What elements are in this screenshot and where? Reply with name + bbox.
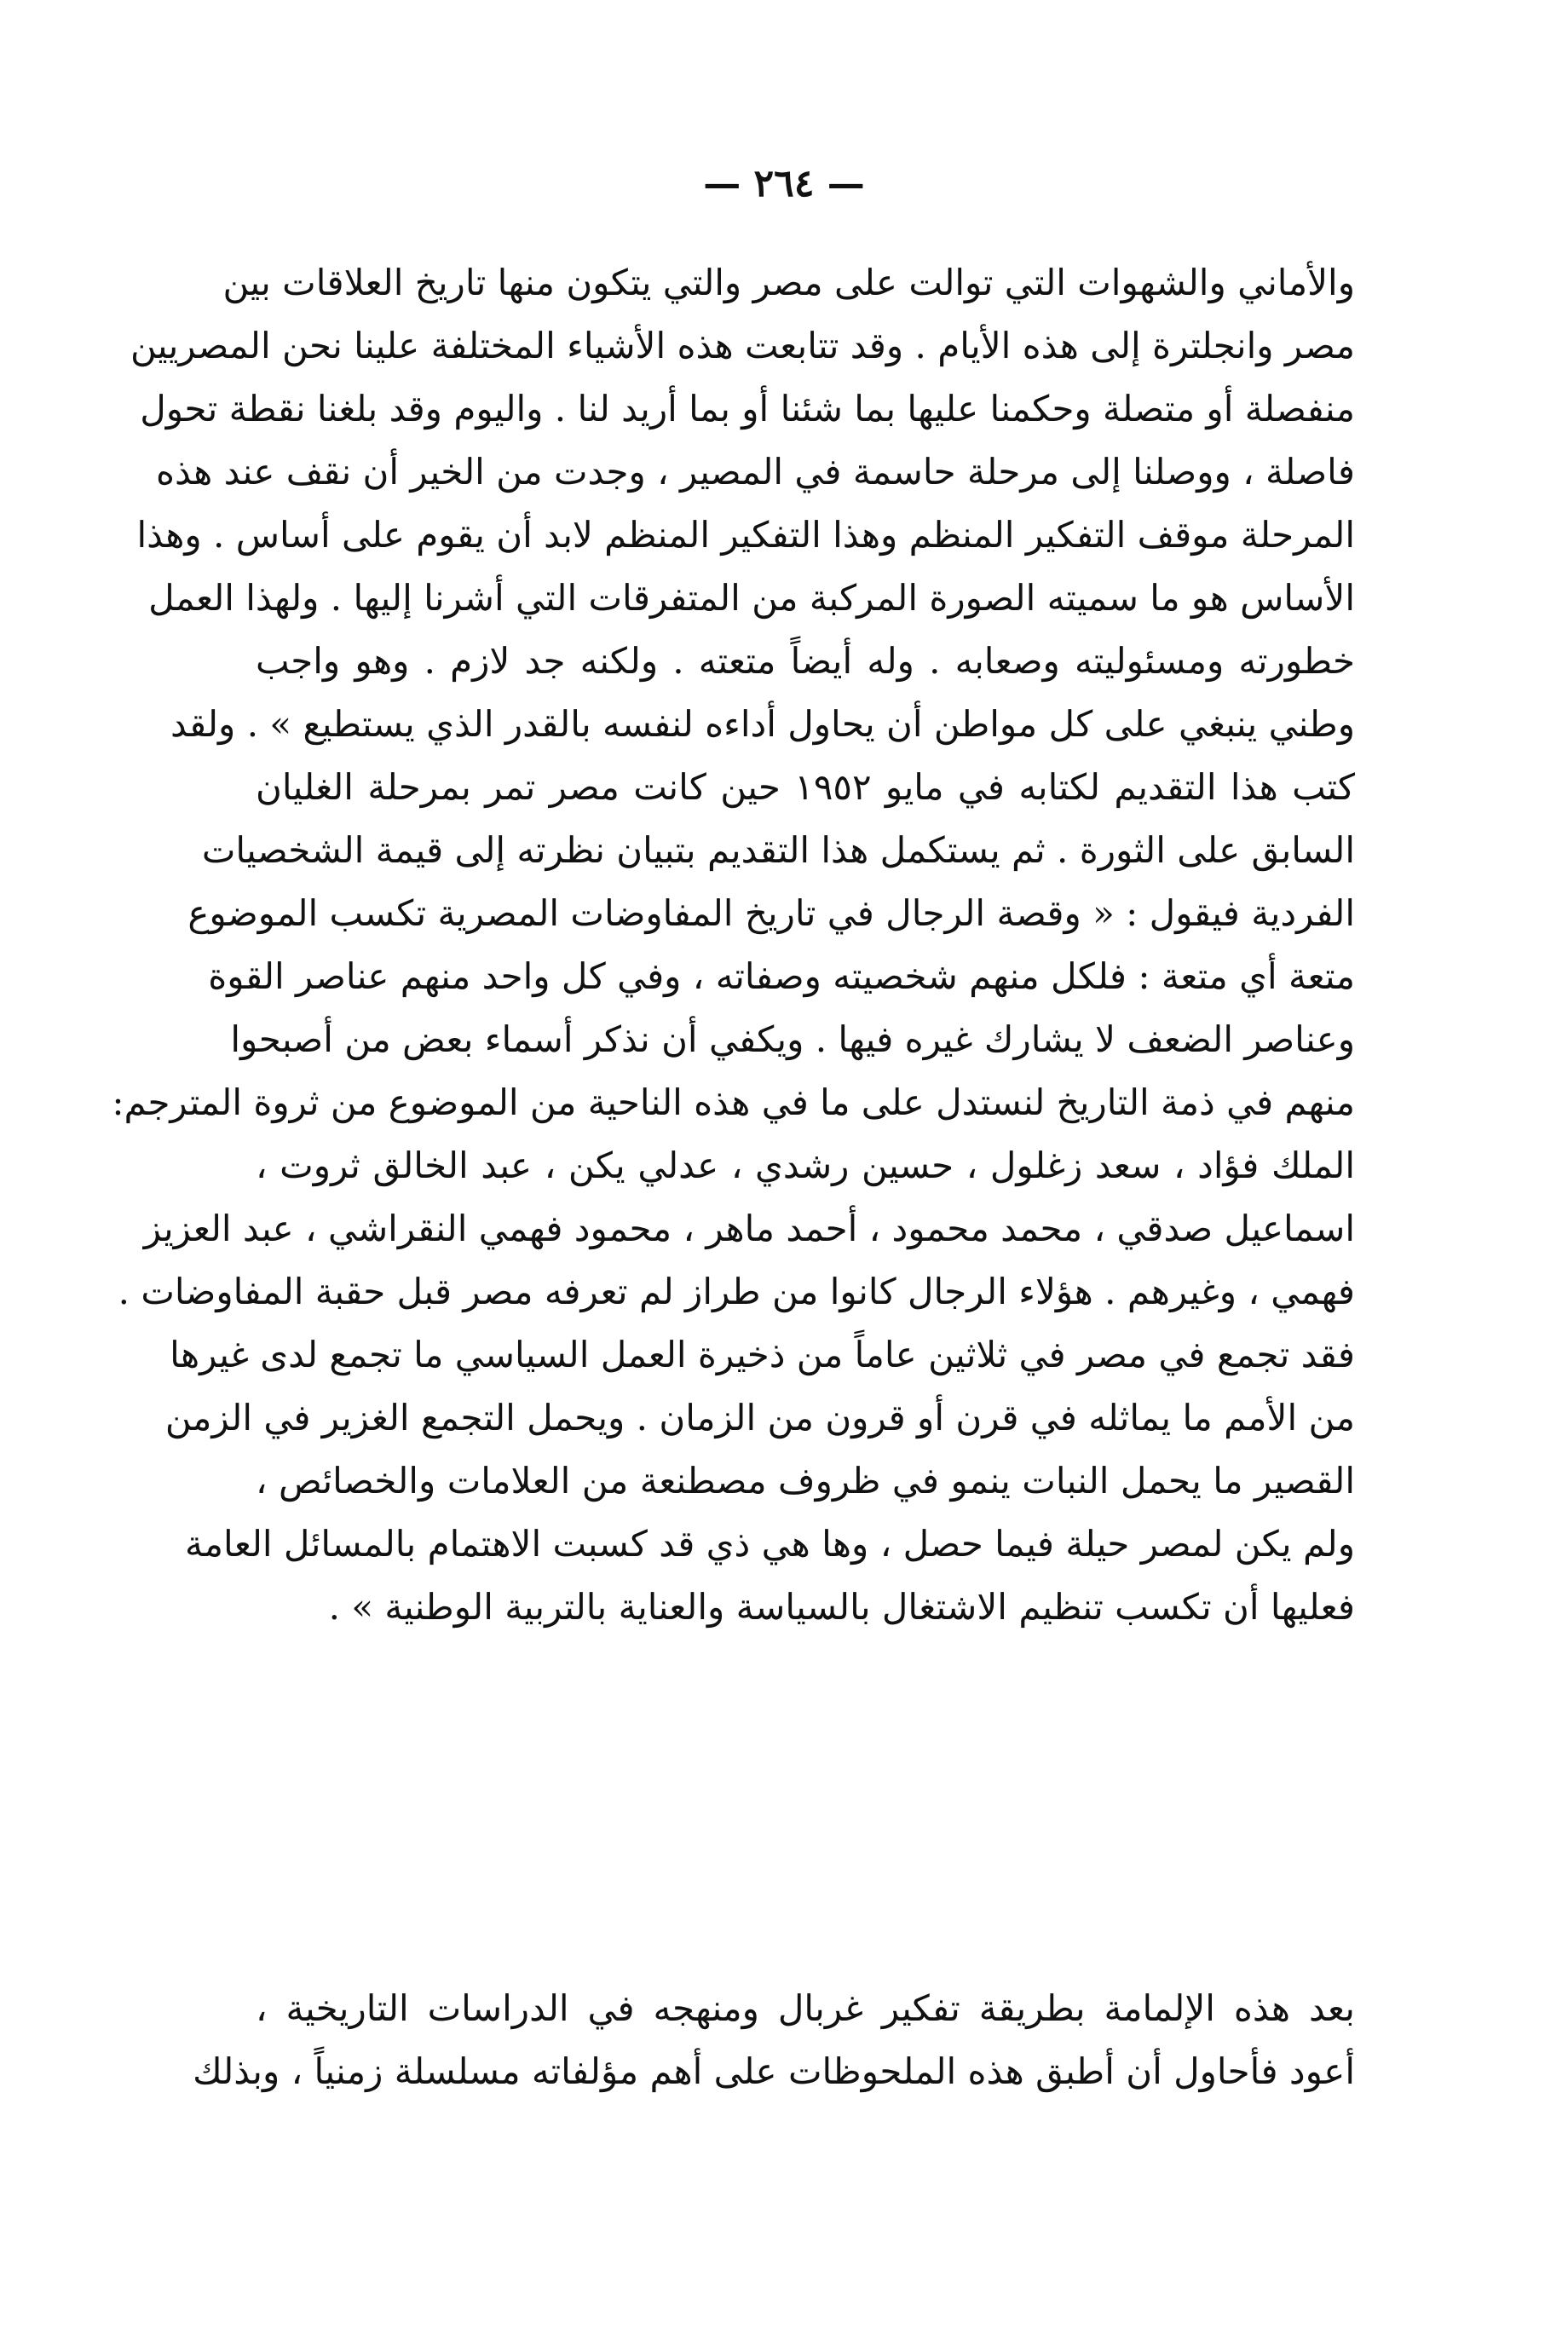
text-line: متعة أي متعة : فلكل منهم شخصيته وصفاته ، وفي كل واحد منهم عناصر القوة <box>208 955 1355 997</box>
text-line: الفردية فيقول : « وقصة الرجال في تاريخ المفاوضات المصرية تكسب الموضوع <box>187 892 1355 934</box>
text-line: المرحلة موقف التفكير المنظم وهذا التفكير المنظم لابد أن يقوم على أساس . وهذا <box>136 514 1355 556</box>
text-line: فهمي ، وغيرهم . هؤلاء الرجال كانوا من طراز لم تعرفه مصر قبل حقبة المفاوضات . <box>118 1271 1355 1312</box>
text-line: من الأمم ما يماثله في قرن أو قرون من الزمان . ويحمل التجمع الغزير في الزمن <box>164 1397 1355 1438</box>
text-line: فقد تجمع في مصر في ثلاثين عاماً من ذخيرة العمل السياسي ما تجمع لدى غيرها <box>170 1334 1355 1375</box>
text-line: القصير ما يحمل النبات ينمو في ظروف مصطنعة من العلامات والخصائص ، <box>256 1460 1355 1502</box>
text-line: اسماعيل صدقي ، محمد محمود ، أحمد ماهر ، محمود فهمي النقراشي ، عبد العزيز <box>143 1208 1355 1249</box>
text-line: بعد هذه الإلمامة بطريقة تفكير غربال ومنهجه في الدراسات التاريخية ، <box>256 1987 1355 2029</box>
text-line: وطني ينبغي على كل مواطن أن يحاول أداءه لنفسه بالقدر الذي يستطيع » . ولقد <box>170 703 1355 745</box>
text-line: مصر وانجلترة إلى هذه الأيام . وقد تتابعت هذه الأشياء المختلفة علينا نحن المصريين <box>130 325 1355 366</box>
text-line: ولم يكن لمصر حيلة فيما حصل ، وها هي ذي قد كسبت الاهتمام بالمسائل العامة <box>185 1523 1355 1565</box>
text-line: منهم في ذمة التاريخ لنستدل على ما في هذه الناحية من الموضوع من ثروة المترجم: <box>112 1081 1355 1123</box>
text-line: كتب هذا التقديم لكتابه في مايو ١٩٥٢ حين كانت مصر تمر بمرحلة الغليان <box>256 766 1355 808</box>
text-line: الأساس هو ما سميته الصورة المركبة من المتفرقات التي أشرنا إليها . ولهذا العمل <box>148 577 1355 619</box>
page-number: — ٢٦٤ — <box>703 162 865 205</box>
paragraph-2 <box>193 1977 1355 2103</box>
text-line: خطورته ومسئوليته وصعابه . وله أيضاً متعته . ولكنه جد لازم . وهو واجب <box>256 640 1355 682</box>
text-line: الملك فؤاد ، سعد زغلول ، حسين رشدي ، عدلي يكن ، عبد الخالق ثروت ، <box>256 1144 1355 1186</box>
text-line: السابق على الثورة . ثم يستكمل هذا التقديم بتبيان نظرته إلى قيمة الشخصيات <box>201 829 1355 871</box>
text-line: منفصلة أو متصلة وحكمنا عليها بما شئنا أو بما أريد لنا . واليوم وقد بلغنا نقطة تحول <box>140 388 1355 430</box>
paragraph-1 <box>112 251 1355 1639</box>
text-line: والأماني والشهوات التي توالت على مصر والتي يتكون منها تاريخ العلاقات بين <box>222 262 1355 303</box>
text-line: أعود فأحاول أن أطبق هذه الملحوظات على أهم مؤلفاته مسلسلة زمنياً ، وبذلك <box>193 2050 1355 2092</box>
text-line: وعناصر الضعف لا يشارك غيره فيها . ويكفي أن نذكر أسماء بعض من أصبحوا <box>230 1018 1355 1060</box>
text-line: فعليها أن تكسب تنظيم الاشتغال بالسياسة والعناية بالتربية الوطنية » . <box>328 1586 1355 1628</box>
text-line: فاصلة ، ووصلنا إلى مرحلة حاسمة في المصير ، وجدت من الخير أن نقف عند هذه <box>156 451 1355 493</box>
